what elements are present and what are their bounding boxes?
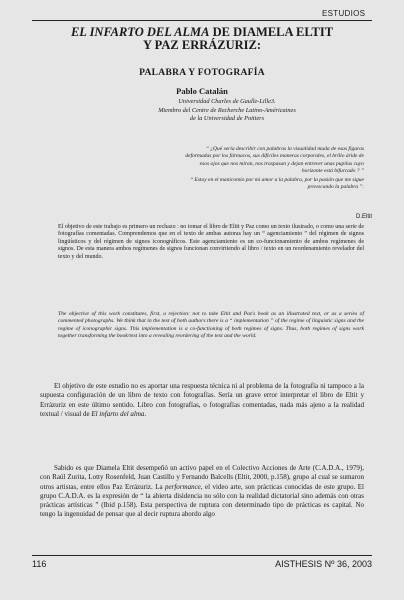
- body-p1-text: El objetivo de este estudio no es aportar una respuesta técnica ni al problema de la fotografía ni tampoco a la supuesta configuración de un libro de texto con fotografías. Sería un grave error interpretar el libro de Eltit y Errázuriz en este último sentido. Libro con fotografías, o fotografías comentadas, nada más ajeno a la realidad textual / visual de: [40, 382, 364, 418]
- author-name: Pablo Catalán: [176, 86, 228, 96]
- running-header: ESTUDIOS: [322, 9, 366, 18]
- body-paragraph-1: [40, 382, 364, 419]
- title-rest-line1: DE DIAMELA ELTIT: [209, 25, 334, 39]
- epigraph: [180, 146, 364, 192]
- article-subtitle: PALABRA Y FOTOGRAFÍA: [139, 68, 265, 78]
- article-title: [32, 26, 372, 52]
- abstract-english: The objective of this work constitutes, first, a rejection: not to take Eltit and Paz's book as an illustrated text, or as a series of commented photographs. We think that in the text of both authors there is a “ implementation ” of the regime of linguistic signs and the regime of iconographic signs. This implementation is a co-functioning of both regimes of signs. Thus, both regimes of signs work together transforming the book/text into a revealing reordering of the text and the world.: [58, 311, 364, 340]
- affiliation-line-3: de la Universidad de Poitiers: [189, 115, 265, 123]
- body-paragraph-2: [40, 464, 364, 520]
- author-affiliation: [90, 98, 364, 124]
- body-p2-italic: performance: [165, 482, 201, 491]
- journal-info: AISTHESIS Nº 36, 2003: [275, 559, 372, 569]
- footer-rule: [32, 555, 372, 556]
- body-p2-text-a: Sabido es que Diamela Eltit desempeñó un activo papel en el Colectivo Acciones de Arte (C.A.D.A., 1979), con Raúl Zurita, Lotty Rosenfeld, Juan Castillo y Fernando Balcells (Eltit, 2000, p.158), grupo al cual se sumaron otros artistas, entre ellos Paz Errázuriz. La: [40, 464, 364, 491]
- epigraph-quote-1: “ ¿Qué sería describir con palabras la visualidad muda de esas figuras deformadas por los fármacos, sus difíciles maneras corporales, el brillo áride de esos ojos que nos miran, nos traspasan y dejan entrever unas pupilas cuyo horizonte está bifurcado ? ”: [185, 146, 364, 175]
- header-rule: [32, 20, 372, 21]
- body-p1-end: .: [144, 409, 147, 418]
- abstract-spanish: El objetivo de este trabajo es primero un rechazo : no tomar el libro de Eltit y Paz como un texto ilustrado, o como una serie de fotografías comentadas. Comprendemos que en el texto de ambas autoras hay un “ agenciamiento ” del régimen de signos lingüísticos y del régimen de signos iconográficos. Este agenciamiento es un co-funcionamiento de ambos regímenes de signos. De esta manera ambos regímenes de signos funcionan convirtiendo al libro / texto en un reordenamiento revelador del texto y del mundo.: [58, 224, 364, 260]
- title-italic-part: EL INFARTO DEL ALMA: [70, 25, 210, 39]
- affiliation-line-1: Universidad Charles de Gaulle-Lille3.: [178, 98, 276, 105]
- page-number: 116: [32, 559, 47, 569]
- body-p2-text-b: , el video arte, son prácticas conocidas de este grupo. El grupo C.A.D.A. es la expresión de “ la abierta disidencia no sólo con la realidad dictatorial sino además con otras prácticas artísticas ” (Ibid p.158). Esta perspectiva de ruptura con determinado tipo de prácticas es capital. No tengo la ingenuidad de pensar que al decir ruptura abordo algo: [40, 482, 364, 519]
- epigraph-quote-2: “ Estoy en el manicomio por mi amor a la palabra, por la pasión que me sigue provocando la palabra ”.: [189, 176, 364, 191]
- body-p1-italic: El infarto del alma: [91, 409, 145, 418]
- epigraph-source: D.Eltit: [355, 214, 372, 220]
- affiliation-line-2: Miembro del Centre de Recherche Latino-Américaines: [158, 106, 296, 114]
- title-line2: Y PAZ ERRÁZURIZ:: [142, 38, 262, 52]
